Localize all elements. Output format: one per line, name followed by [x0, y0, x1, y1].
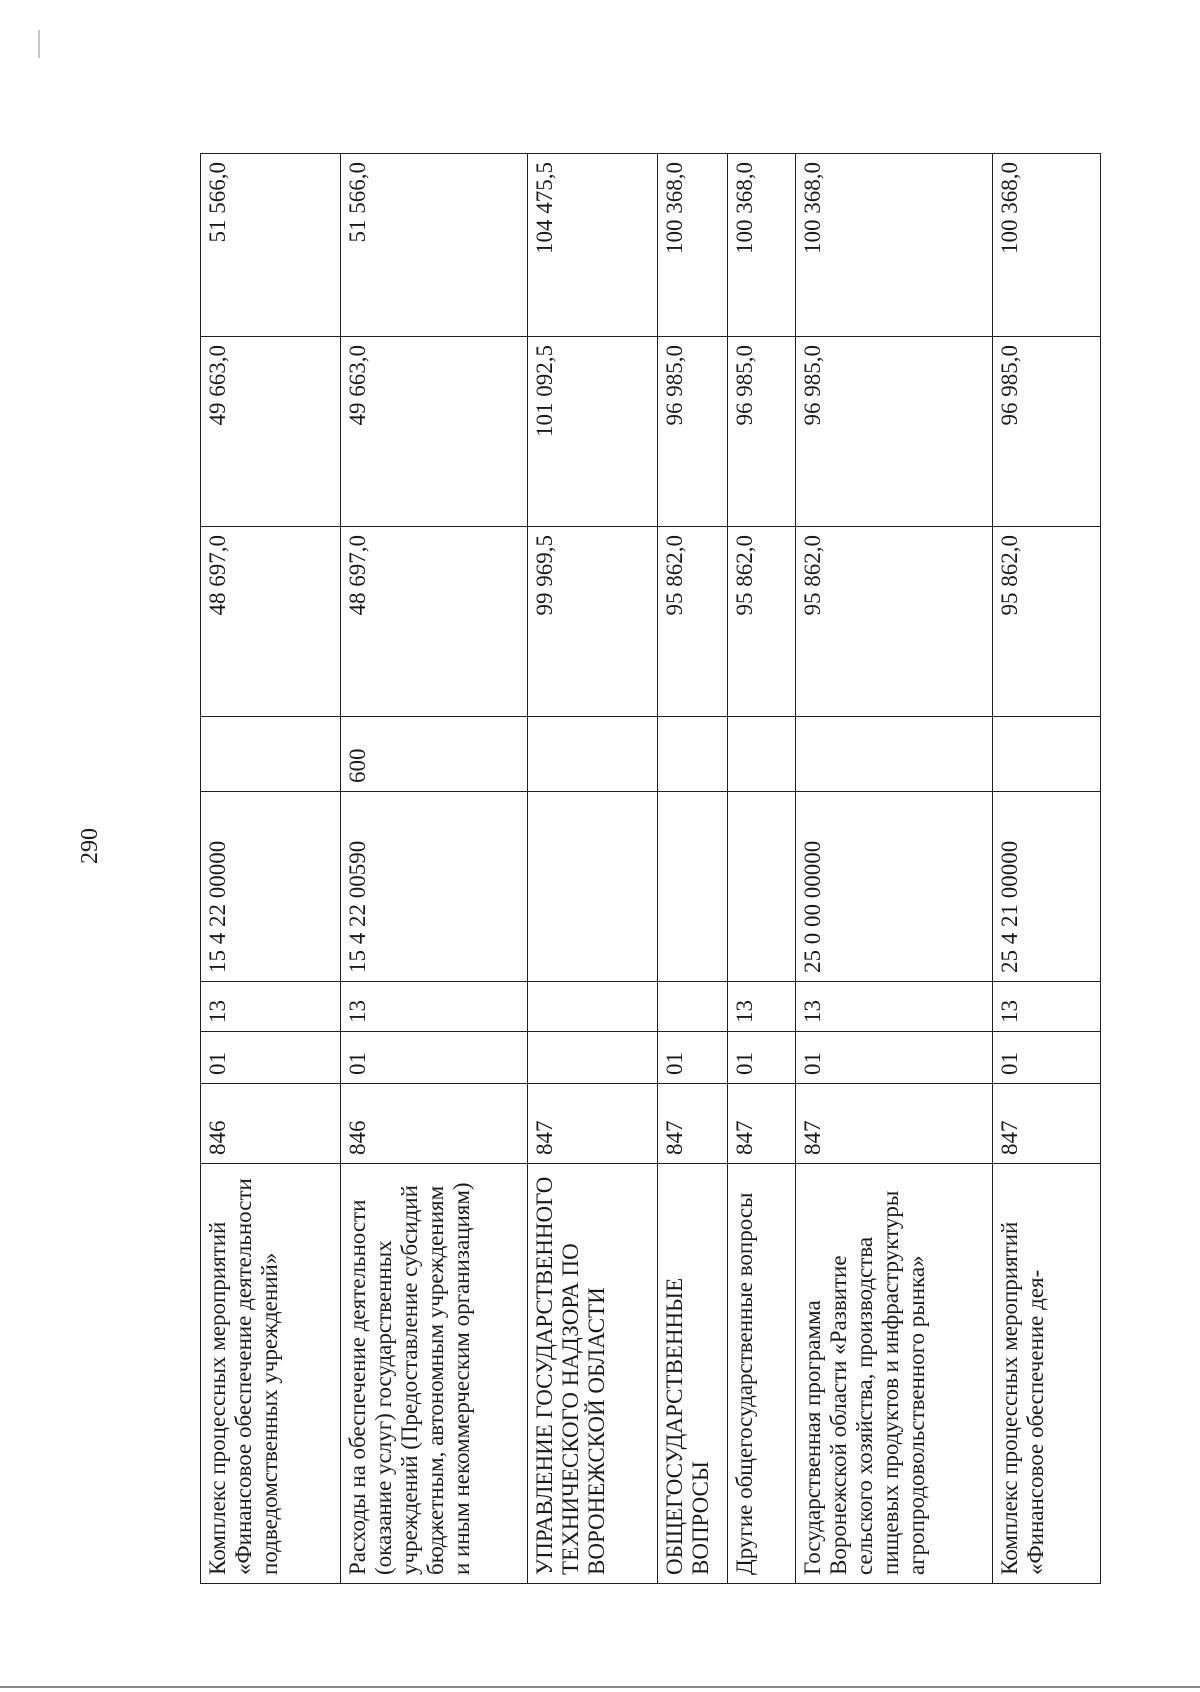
amount-year-3: 104 475,5: [528, 154, 658, 337]
grbs-code: 847: [796, 1084, 993, 1164]
amount-year-2: 96 985,0: [993, 337, 1101, 527]
target-article-code: [658, 792, 728, 982]
table-row: [993, 154, 1101, 1584]
expense-type-code: [728, 717, 796, 792]
section-code: 01: [201, 1032, 341, 1084]
amount-year-1: 95 862,0: [796, 527, 993, 717]
section-code: 01: [993, 1032, 1101, 1084]
table-row: [341, 154, 528, 1584]
subsection-code: 13: [796, 982, 993, 1032]
row-name: Комплекс процессных мероприятий «Финансовое обеспечение дея-: [993, 1164, 1101, 1584]
grbs-code: 847: [993, 1084, 1101, 1164]
subsection-code: 13: [341, 982, 528, 1032]
subsection-code: 13: [993, 982, 1101, 1032]
amount-year-2: 101 092,5: [528, 337, 658, 527]
target-article-code: 15 4 22 00590: [341, 792, 528, 982]
amount-year-1: 48 697,0: [341, 527, 528, 717]
amount-year-3: 100 368,0: [728, 154, 796, 337]
amount-year-1: 99 969,5: [528, 527, 658, 717]
expense-type-code: [796, 717, 993, 792]
grbs-code: 847: [728, 1084, 796, 1164]
section-code: 01: [728, 1032, 796, 1084]
grbs-code: 846: [341, 1084, 528, 1164]
table-row: [796, 154, 993, 1584]
budget-table: [200, 153, 1101, 1584]
amount-year-1: 95 862,0: [993, 527, 1101, 717]
amount-year-1: 95 862,0: [728, 527, 796, 717]
row-name: Другие общегосударственные вопросы: [728, 1164, 796, 1584]
section-code: 01: [658, 1032, 728, 1084]
scan-bottom-edge: [0, 1686, 1200, 1688]
grbs-code: 847: [528, 1084, 658, 1164]
section-code: [528, 1032, 658, 1084]
section-code: 01: [796, 1032, 993, 1084]
table-row: [201, 154, 341, 1584]
row-name: Расходы на обеспечение деятельности (оказание услуг) государственных учреждений (Предоставление субсидий бюджетным, автономным учреждениям и иным некоммерческим организациям): [341, 1164, 528, 1584]
amount-year-3: 100 368,0: [796, 154, 993, 337]
expense-type-code: [993, 717, 1101, 792]
subsection-code: 13: [728, 982, 796, 1032]
subsection-code: [528, 982, 658, 1032]
amount-year-3: 100 368,0: [658, 154, 728, 337]
amount-year-2: 96 985,0: [796, 337, 993, 527]
target-article-code: [528, 792, 658, 982]
table-row: [658, 154, 728, 1584]
row-name: Государственная программа Воронежской области «Развитие сельского хозяйства, производства пищевых продуктов и инфраструктуры агропродовольственного рынка»: [796, 1164, 993, 1584]
grbs-code: 847: [658, 1084, 728, 1164]
row-name: УПРАВЛЕНИЕ ГОСУДАРСТВЕННОГО ТЕХНИЧЕСКОГО НАДЗОРА ПО ВОРОНЕЖСКОЙ ОБЛАСТИ: [528, 1164, 658, 1584]
scan-artifact: [38, 30, 40, 58]
table-row: [528, 154, 658, 1584]
amount-year-1: 48 697,0: [201, 527, 341, 717]
grbs-code: 846: [201, 1084, 341, 1164]
table-row: [728, 154, 796, 1584]
page-number: 290: [77, 828, 103, 864]
amount-year-2: 49 663,0: [201, 337, 341, 527]
subsection-code: 13: [201, 982, 341, 1032]
amount-year-3: 51 566,0: [201, 154, 341, 337]
expense-type-code: [528, 717, 658, 792]
amount-year-2: 49 663,0: [341, 337, 528, 527]
expense-type-code: [658, 717, 728, 792]
section-code: 01: [341, 1032, 528, 1084]
target-article-code: [728, 792, 796, 982]
amount-year-3: 51 566,0: [341, 154, 528, 337]
amount-year-2: 96 985,0: [728, 337, 796, 527]
target-article-code: 25 4 21 00000: [993, 792, 1101, 982]
row-name: ОБЩЕГОСУДАРСТВЕННЫЕ ВОПРОСЫ: [658, 1164, 728, 1584]
subsection-code: [658, 982, 728, 1032]
target-article-code: 15 4 22 00000: [201, 792, 341, 982]
amount-year-2: 96 985,0: [658, 337, 728, 527]
row-name: Комплекс процессных мероприятий «Финансовое обеспечение деятельности подведомственных учреждений»: [201, 1164, 341, 1584]
expense-type-code: [201, 717, 341, 792]
budget-table-container: [200, 154, 1100, 1584]
amount-year-1: 95 862,0: [658, 527, 728, 717]
amount-year-3: 100 368,0: [993, 154, 1101, 337]
expense-type-code: 600: [341, 717, 528, 792]
target-article-code: 25 0 00 00000: [796, 792, 993, 982]
